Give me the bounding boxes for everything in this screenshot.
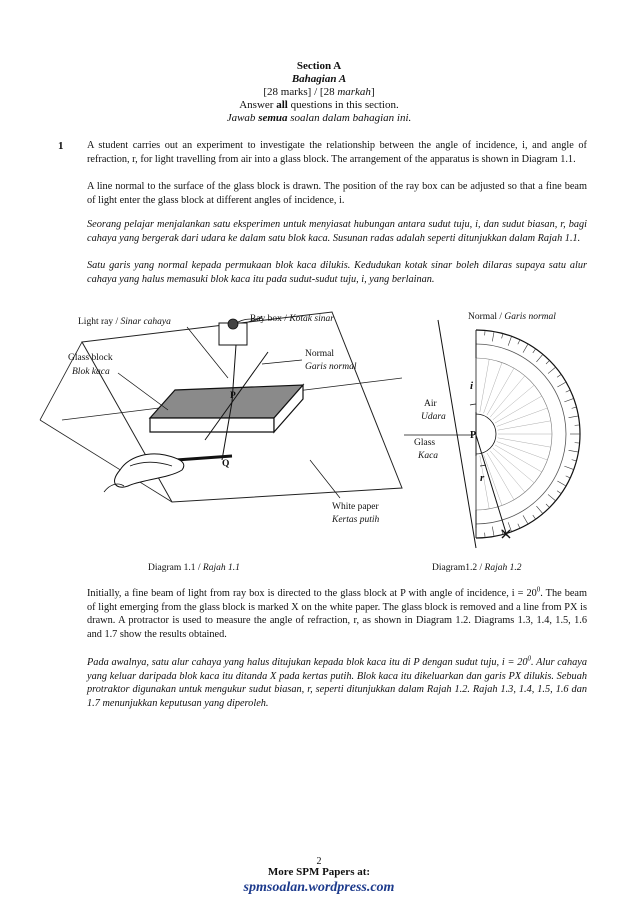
question-en-p1: A student carries out an experiment to investigate the relationship between the angle of incidence, i, and angle of refraction, r, for light travelling from air into a glass block. The arrangement of the apparatus is shown in Diagram 1.1. [87,140,587,165]
body-en [87,587,587,641]
protractor-radial [493,385,534,420]
label-glass: Glass [414,438,436,448]
protractor-tick [557,481,566,486]
page-number: 2 [316,856,322,867]
protractor-radial [497,408,548,426]
body-en-a: Initially, a fine beam of light from ray box is directed to the glass block at P with angle of incidence, i = 20 [87,588,537,599]
refracted-ray [476,435,507,536]
protractor-tick [557,491,561,494]
label-point-p-1-2: P [470,430,477,441]
protractor-tick [518,340,520,345]
protractor-tick [546,360,550,364]
body-my-c: . Alur cahaya yang keluar daripada blok kaca itu ditanda X pada kertas putih. Blok kaca itu dikeluarkan dan garis PX dilukis. Sebuah protraktor digunakan untuk mengukur sudut biasan, r, seperti ditunjukkan dalam Rajah 1.2. Rajah 1.3, 1.4, 1.5, 1.6 dan 1.7 menunjukkan keputusan yang diperoleh. [87,657,588,709]
instr-a: Answer [239,99,277,111]
instr-all: all [276,99,288,111]
protractor-radial [498,438,551,447]
protractor-radial [480,359,489,412]
protractor-tick [557,382,566,387]
marks-bracket: ] [370,86,375,98]
protractor-radial [495,396,542,423]
label-kertas-putih: Kertas putih [332,515,380,525]
label-udara: Udara [421,412,446,422]
protractor-tick [564,466,573,469]
protractor-tick [508,336,511,345]
protractor-tick [492,332,494,342]
protractor-radial [487,453,514,500]
question-my-p2: Satu garis yang normal kepada permukaan blok kaca dilukis. Kedudukan kotak sinar boleh dilaras supaya satu alur cahaya yang halus memasuki blok kaca itu pada sudut-sudut tuju, i, yang berlainan. [87,260,587,285]
protractor-tick [548,367,556,373]
caption-1-1-my: Rajah 1.1 [202,563,240,573]
section-title: Section A [296,60,342,72]
jawab-a: Jawab [226,112,259,124]
protractor-tick [572,460,577,461]
protractor-tick [518,524,520,529]
body-en-degree: 0 [536,585,541,594]
caption-1-1-en: Diagram 1.1 / [148,563,203,573]
body-my [87,656,587,710]
caption-1-2-en: Diagram1.2 / [432,563,485,573]
protractor-tick [548,494,556,500]
protractor-tick [557,374,561,377]
protractor-tick [502,334,503,339]
protractor-tick [572,407,577,408]
protractor-tick [533,349,536,353]
protractor-radial [484,455,502,506]
protractor-tick [536,506,542,514]
protractor-tick [523,515,528,524]
label-blok-kaca: Blok kaca [72,367,110,377]
label-angle-r: r [480,472,485,484]
protractor-radial [490,451,525,492]
label-white-paper: White paper [332,502,379,512]
instr-c: questions in this section. [287,99,399,111]
protractor-radial [497,442,548,460]
body-my-degree: 0 [527,654,532,663]
light-ray-my: Sinar cahaya [120,317,171,327]
protractor-radial [487,368,514,415]
protractor-radial [490,376,525,417]
protractor-tick [566,476,571,478]
normal-1-2-en: Normal / [468,312,505,322]
jawab-semua: semua [258,112,288,124]
label-normal-1-2 [468,311,556,323]
protractor-radial [493,448,534,483]
label-kaca: Kaca [418,451,439,461]
question-en-p2: A line normal to the surface of the glass block is drawn. The position of the ray box can be adjusted so that a fine beam of light enter the glass block at different angles of incidence, i. [87,181,587,206]
protractor-tick [492,527,494,537]
marks-my: markah [337,86,371,98]
label-garis-normal: Garis normal [305,362,357,372]
light-ray-en: Light ray / [78,317,121,327]
body-my-a: Pada awalnya, satu alur cahaya yang halus ditujukan kepada blok kaca itu di P dengan sudut tuju, [87,657,500,668]
ray-box-en: Ray box / [250,314,290,324]
protractor-tick [569,416,579,418]
label-point-q: Q [222,459,230,469]
protractor-radial [498,421,551,430]
protractor-tick [536,354,542,362]
label-air: Air [424,399,437,409]
marks-en: [28 marks] / [28 [263,86,338,98]
protractor-tick [546,504,550,508]
label-glass-block: Glass block [68,353,113,363]
normal-1-2-my: Garis normal [504,312,556,322]
protractor-radials [476,358,552,510]
ray-box-my: Kotak sinar [289,314,334,324]
body-my-b: i = 20 [501,657,528,668]
jawab-c: soalan dalam bahagian ini. [287,112,412,124]
label-angle-i: i [470,380,474,392]
caption-diagram-1-2 [432,562,521,574]
question-my-p1: Seorang pelajar menjalankan satu eksperimen untuk menyiasat hubungan antara sudut tuju, i, dan sudut biasan, r, bagi cahaya yang bergerak dari udara ke dalam satu blok kaca. Susunan radas adalah seperti ditunjukkan dalam Rajah 1.1. [87,219,587,244]
protractor-tick [566,390,571,392]
question-number: 1 [58,140,64,152]
footer-more: More SPM Papers at: [267,866,371,878]
label-normal: Normal [305,349,335,359]
label-point-p: P [230,391,236,401]
body-en-b: . The beam of light emerging from the glass block is marked X on the white paper. The glass block is removed and a line from PX is drawn. A protractor is used to measure the angle of refraction, r, as shown in Diagram 1.2. Diagrams 1.3, 1.4, 1.5, 1.6 and 1.7 show the results obtained. [87,588,588,640]
protractor-tick [533,515,536,519]
protractor-tick [569,450,579,452]
footer-site-link[interactable]: spmsoalan.wordpress.com [243,880,395,895]
protractor-tick [564,398,573,401]
bahagian-title: Bahagian A [291,73,347,85]
protractor-tick [523,344,528,353]
protractor-radial [484,363,502,414]
caption-1-2-my: Rajah 1.2 [484,563,522,573]
protractor-radial [495,445,542,472]
